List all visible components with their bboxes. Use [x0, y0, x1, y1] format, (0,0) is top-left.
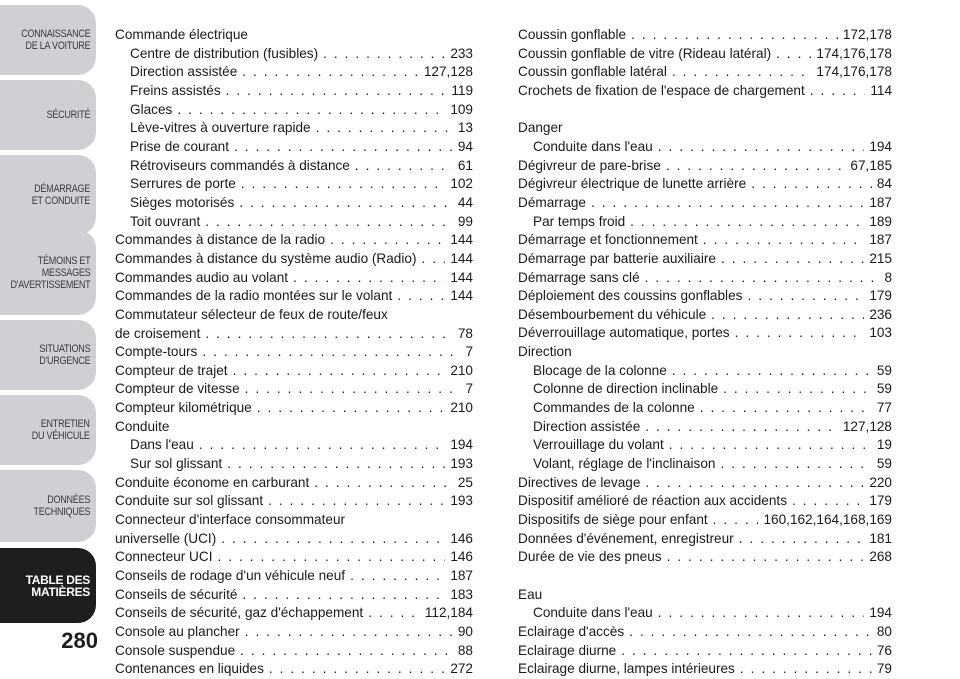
index-subentry [518, 399, 892, 418]
index-entry [115, 474, 473, 493]
entry-page: 233 [450, 45, 473, 61]
dot-leader [316, 119, 453, 138]
entry-text: Dans l'eau [130, 437, 194, 453]
index-subentry [518, 604, 892, 623]
entry-text: Commutateur sélecteur de feux de route/feux [115, 306, 388, 322]
entry-page: 25 [457, 474, 473, 490]
entry-text: Glaces [130, 101, 173, 117]
dot-leader [739, 530, 865, 549]
entry-text: Conduite dans l'eau [533, 138, 653, 154]
entry-text: Compte-tours [115, 344, 198, 360]
dot-leader [645, 269, 880, 288]
index-entry [115, 530, 473, 549]
entry-text: Conduite [115, 418, 170, 434]
dot-leader [658, 138, 865, 157]
index-entry [518, 324, 892, 343]
entry-page: 210 [450, 362, 473, 378]
dot-leader [630, 213, 864, 232]
index-subentry [115, 157, 473, 176]
index-entry [518, 474, 892, 493]
entry-page: 112,184 [424, 605, 473, 621]
dot-leader [421, 250, 445, 269]
entry-page: 220 [869, 474, 892, 490]
dot-leader [242, 63, 419, 82]
entry-page: 187 [450, 568, 473, 584]
entry-text: Démarrage sans clé [518, 269, 640, 285]
entry-text: Déploiement des coussins gonflables [518, 288, 743, 304]
entry-page: 272 [450, 661, 473, 677]
dot-leader [199, 436, 446, 455]
index-subentry [115, 213, 473, 232]
entry-page: 109 [450, 101, 473, 117]
dot-leader [330, 231, 445, 250]
index-entry [518, 306, 892, 325]
index-entry [518, 660, 892, 679]
entry-text: Conseils de sécurité, gaz d'échappement [115, 605, 364, 621]
index-entry [518, 194, 892, 213]
index-subentry [115, 138, 473, 157]
entry-page: 44 [457, 194, 473, 210]
dot-leader [645, 418, 838, 437]
entry-text: Démarrage et fonctionnement [518, 232, 698, 248]
index-entry [115, 399, 473, 418]
index-entry [518, 157, 892, 176]
chapter-tab-3[interactable] [0, 155, 96, 235]
entry-text: Sur sol glissant [130, 456, 223, 472]
entry-page: 194 [869, 138, 892, 154]
entry-text: Commandes audio au volant [115, 269, 289, 285]
index-entry [518, 45, 892, 64]
entry-page: 146 [450, 549, 473, 565]
dot-leader [621, 642, 872, 661]
entry-page: 193 [450, 493, 473, 509]
entry-text: Commande électrique [115, 27, 248, 42]
dot-leader [810, 82, 866, 101]
entry-text: Direction [518, 344, 572, 360]
chapter-tab-7[interactable] [0, 470, 96, 542]
index-subentry [518, 362, 892, 381]
entry-page: 61 [457, 157, 473, 173]
dot-leader [740, 660, 872, 679]
index-subentry [115, 436, 473, 455]
chapter-tab-label: DÉMARRAGE ET CONDUITE [31, 183, 90, 207]
dot-leader [226, 82, 447, 101]
entry-text: Contenances en liquides [115, 661, 264, 677]
dot-leader [711, 306, 864, 325]
entry-text: Déverrouillage automatique, portes [518, 325, 730, 341]
index-entry [518, 492, 892, 511]
index-entry [115, 604, 473, 623]
dot-leader [658, 604, 865, 623]
entry-text: Sièges motorisés [130, 194, 235, 210]
dot-leader [227, 455, 445, 474]
chapter-tab-8[interactable] [0, 548, 96, 623]
entry-page: 144 [450, 288, 473, 304]
index-entry [518, 511, 892, 530]
index-entry [518, 63, 892, 82]
entry-page: 103 [869, 325, 892, 341]
index-entry [518, 26, 892, 45]
dot-leader [645, 474, 864, 493]
entry-page: 8 [884, 269, 892, 285]
page-number: 280 [61, 628, 98, 653]
index-entry [518, 269, 892, 288]
entry-text: Direction assistée [533, 418, 641, 434]
entry-page: 59 [876, 362, 892, 378]
entry-page: 187 [869, 232, 892, 248]
entry-page: 179 [869, 493, 892, 509]
entry-page: 179 [869, 288, 892, 304]
dot-leader [233, 362, 446, 381]
chapter-tab-label: TABLE DES MATIÈRES [25, 572, 90, 599]
entry-text: Lève-vitres à ouverture rapide [130, 120, 311, 136]
dot-leader [293, 269, 445, 288]
entry-text: Toit ouvrant [130, 213, 201, 229]
dot-leader [672, 63, 812, 82]
entry-page: 114 [870, 82, 892, 98]
entry-page: 144 [450, 269, 473, 285]
entry-text: Conduite sur sol glissant [115, 493, 264, 509]
index-subentry [115, 63, 473, 82]
entry-text: Serrures de porte [130, 176, 236, 192]
entry-text: Eau [518, 586, 543, 602]
entry-text: Console suspendue [115, 642, 236, 658]
dot-leader [747, 287, 864, 306]
dot-leader [234, 138, 453, 157]
entry-text: Dispositifs de siège pour enfant [518, 512, 708, 528]
entry-page: 102 [450, 176, 473, 192]
entry-page: 210 [450, 400, 473, 416]
index-entry [518, 586, 892, 605]
dot-leader [202, 343, 460, 362]
index-entry [115, 343, 473, 362]
entry-text: Dégivreur de pare-brise [518, 157, 661, 173]
dot-leader [269, 660, 445, 679]
entry-text: Verrouillage du volant [533, 437, 664, 453]
dot-leader [703, 231, 864, 250]
index-entry [518, 343, 892, 362]
index-entry [115, 306, 473, 325]
entry-page: 174,176,178 [816, 45, 892, 61]
entry-page: 193 [450, 456, 473, 472]
dot-leader [666, 157, 846, 176]
entry-text: Coussin gonflable de vitre (Rideau latéral) [518, 45, 772, 61]
entry-page: 79 [876, 661, 892, 677]
entry-text: Coussin gonflable [518, 27, 627, 42]
dot-leader [241, 175, 446, 194]
dot-leader [723, 380, 872, 399]
dot-leader [240, 642, 453, 661]
index-entry [115, 492, 473, 511]
index-subentry [115, 175, 473, 194]
entry-text: Commandes de la colonne [533, 400, 695, 416]
entry-text: Conduite économe en carburant [115, 474, 310, 490]
entry-text: Eclairage diurne [518, 642, 617, 658]
entry-page: 194 [450, 437, 473, 453]
chapter-tabs [0, 0, 98, 678]
index-entry [518, 642, 892, 661]
entry-page: 76 [876, 642, 892, 658]
index-entry [518, 250, 892, 269]
entry-page: 189 [869, 213, 892, 229]
entry-text: Démarrage par batterie auxiliaire [518, 250, 716, 266]
dot-leader [720, 455, 871, 474]
entry-text: Eclairage d'accès [518, 623, 625, 639]
entry-page: 59 [876, 456, 892, 472]
entry-text: Freins assistés [130, 82, 221, 98]
entry-page: 127,128 [842, 418, 892, 434]
index-entry [115, 325, 473, 344]
index-column-right [518, 26, 892, 679]
entry-text: Direction assistée [130, 64, 238, 80]
chapter-tab-label: TÉMOINS ET MESSAGES D'AVERTISSEMENT [10, 254, 90, 291]
dot-leader [631, 26, 838, 45]
index-entry [115, 250, 473, 269]
entry-page: 88 [457, 642, 473, 658]
entry-text: Rétroviseurs commandés à distance [130, 157, 350, 173]
entry-page: 146 [450, 530, 473, 546]
chapter-tab-label: CONNAISSANCE DE LA VOITURE [20, 28, 90, 52]
index-entry [115, 362, 473, 381]
entry-text: Centre de distribution (fusibles) [130, 45, 319, 61]
index-entry [115, 660, 473, 679]
entry-text: Crochets de fixation de l'espace de chargement [518, 82, 805, 98]
dot-leader [242, 586, 445, 605]
dot-leader [629, 623, 872, 642]
entry-page: 99 [457, 213, 473, 229]
entry-text: de croisement [115, 325, 201, 341]
dot-leader [217, 548, 445, 567]
entry-text: Connecteur d'interface consommateur [115, 512, 346, 528]
entry-page: 181 [869, 530, 892, 546]
dot-leader [268, 492, 445, 511]
dot-leader [221, 530, 445, 549]
entry-page: 7 [465, 344, 473, 360]
dot-leader [792, 492, 864, 511]
entry-page: 7 [465, 381, 473, 397]
chapter-tab-6[interactable] [0, 395, 96, 465]
entry-page: 172,178 [842, 27, 892, 42]
dot-leader [355, 157, 453, 176]
entry-text: Conseils de sécurité [115, 586, 238, 602]
dot-leader [672, 362, 872, 381]
index-entry [518, 548, 892, 567]
chapter-tab-4[interactable] [0, 230, 96, 315]
entry-page: 77 [876, 400, 892, 416]
index-subentry [518, 418, 892, 437]
dot-leader [721, 250, 864, 269]
dot-leader [713, 511, 759, 530]
entry-text: Commandes à distance de la radio [115, 232, 326, 248]
entry-text: Dégivreur électrique de lunette arrière [518, 176, 747, 192]
entry-text: universelle (UCI) [115, 530, 217, 546]
entry-page: 119 [451, 82, 473, 98]
dot-leader [397, 287, 445, 306]
chapter-tab-label: DONNÉES TECHNIQUES [33, 494, 90, 518]
entry-page: 80 [876, 623, 892, 639]
dot-leader [700, 399, 872, 418]
index-entry [115, 380, 473, 399]
dot-leader [239, 194, 453, 213]
entry-text: Par temps froid [533, 213, 626, 229]
entry-page: 215 [869, 250, 892, 266]
index-subentry [115, 194, 473, 213]
index-entry [518, 119, 892, 138]
entry-page: 194 [869, 605, 892, 621]
entry-page: 13 [457, 120, 473, 136]
chapter-tab-label: SÉCURITÉ [46, 109, 90, 121]
entry-text: Blocage de la colonne [533, 362, 667, 378]
dot-leader [350, 567, 445, 586]
index-subentry [115, 101, 473, 120]
index-entry [115, 26, 473, 45]
entry-text: Coussin gonflable latéral [518, 64, 667, 80]
entry-page: 187 [869, 194, 892, 210]
entry-page: 183 [450, 586, 473, 602]
entry-page: 268 [869, 549, 892, 565]
dot-leader [591, 194, 864, 213]
index-entry [518, 623, 892, 642]
entry-page: 144 [450, 250, 473, 266]
section-gap [518, 101, 892, 120]
dot-leader [669, 436, 872, 455]
index-subentry [115, 82, 473, 101]
index-entry [115, 269, 473, 288]
entry-page: 84 [876, 176, 892, 192]
entry-text: Connecteur UCI [115, 549, 213, 565]
index-entry [115, 287, 473, 306]
entry-text: Danger [518, 120, 563, 136]
index-entry [115, 548, 473, 567]
dot-leader [323, 45, 445, 64]
entry-text: Désembourbement du véhicule [518, 306, 707, 322]
entry-text: Conduite dans l'eau [533, 605, 653, 621]
entry-text: Démarrage [518, 194, 586, 210]
section-gap [518, 567, 892, 586]
dot-leader [776, 45, 811, 64]
entry-page: 90 [457, 624, 473, 639]
index-subentry [115, 45, 473, 64]
entry-page: 127,128 [423, 64, 473, 80]
entry-text: Volant, réglage de l'inclinaison [533, 456, 716, 472]
entry-page: 78 [457, 325, 473, 341]
dot-leader [735, 324, 865, 343]
dot-leader [245, 380, 461, 399]
index-entry [115, 418, 473, 437]
entry-text: Conseils de rodage d'un véhicule neuf [115, 568, 346, 584]
index-subentry [518, 380, 892, 399]
dot-leader [368, 604, 420, 623]
entry-text: Commandes de la radio montées sur le volant [115, 288, 393, 304]
dot-leader [205, 213, 453, 232]
index-entry [115, 511, 473, 530]
index-entry [115, 231, 473, 250]
chapter-tab-2[interactable] [0, 80, 96, 150]
entry-page: 160,162,164,168,169 [763, 512, 892, 528]
chapter-tab-1[interactable] [0, 5, 96, 75]
index-subentry [518, 213, 892, 232]
index-entry [115, 567, 473, 586]
index-subentry [518, 455, 892, 474]
entry-text: Dispositif amélioré de réaction aux accidents [518, 493, 787, 509]
dot-leader [257, 399, 446, 418]
index-entry [518, 175, 892, 194]
chapter-tab-label: SITUATIONS D'URGENCE [38, 343, 90, 367]
entry-text: Compteur de vitesse [115, 381, 240, 397]
index-entry [518, 231, 892, 250]
entry-text: Compteur kilométrique [115, 400, 252, 416]
dot-leader [245, 623, 453, 642]
index-column-left [115, 26, 473, 679]
index-subentry [518, 436, 892, 455]
entry-text: Données d'événement, enregistreur [518, 530, 734, 546]
index-entry [115, 623, 473, 642]
entry-text: Directives de levage [518, 474, 641, 490]
entry-text: Console au plancher [115, 624, 240, 639]
dot-leader [751, 175, 872, 194]
entry-text: Compteur de trajet [115, 362, 228, 378]
entry-page: 174,176,178 [816, 64, 892, 80]
index-subentry [115, 455, 473, 474]
entry-page: 19 [876, 437, 892, 453]
entry-page: 59 [876, 381, 892, 397]
index-subentry [518, 138, 892, 157]
entry-text: Commandes à distance du système audio (Radio) [115, 250, 417, 266]
entry-page: 67,185 [850, 157, 892, 173]
entry-text: Durée de vie des pneus [518, 549, 662, 565]
index-entry [518, 82, 892, 101]
entry-page: 94 [457, 138, 473, 154]
index-subentry [115, 119, 473, 138]
index-entry [115, 586, 473, 605]
entry-text: Prise de courant [130, 138, 229, 154]
entry-text: Eclairage diurne, lampes intérieures [518, 661, 735, 677]
index-entry [518, 287, 892, 306]
dot-leader [667, 548, 865, 567]
entry-text: Colonne de direction inclinable [533, 381, 719, 397]
dot-leader [177, 101, 445, 120]
dot-leader [314, 474, 453, 493]
entry-page: 236 [869, 306, 892, 322]
chapter-tab-5[interactable] [0, 320, 96, 390]
index-entry [115, 642, 473, 661]
chapter-tab-label: ENTRETIEN DU VÉHICULE [32, 418, 90, 442]
entry-page: 144 [450, 232, 473, 248]
dot-leader [205, 325, 452, 344]
index-entry [518, 530, 892, 549]
